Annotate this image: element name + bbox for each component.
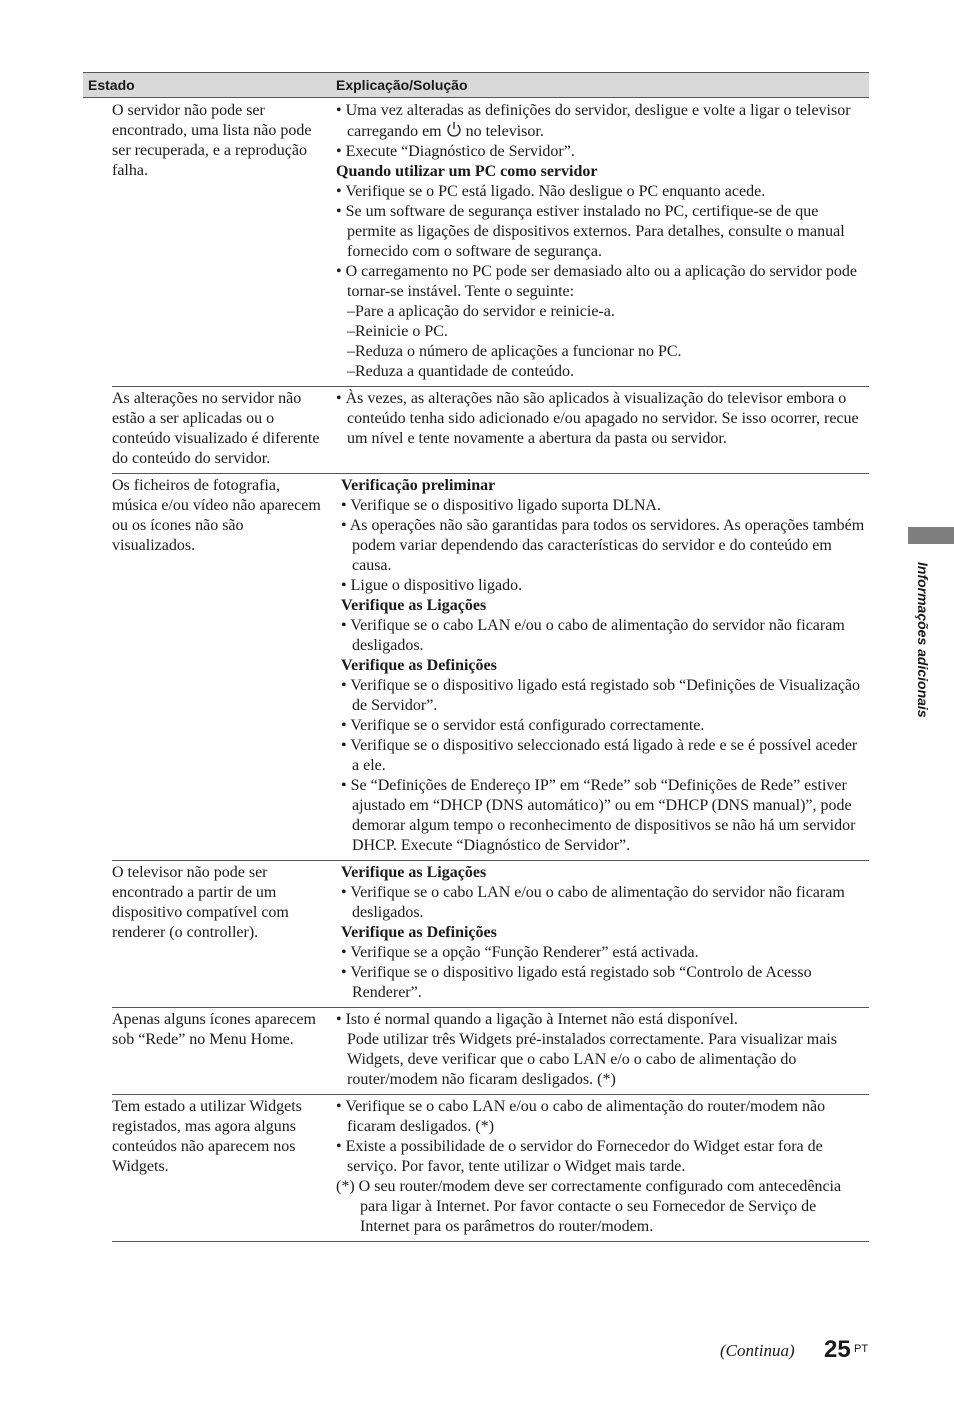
table-row xyxy=(112,474,869,861)
section-heading: Verifique as Definições xyxy=(341,924,497,941)
section-heading: Quando utilizar um PC como servidor xyxy=(336,163,598,180)
bullet-item: • Execute “Diagnóstico de Servidor”. xyxy=(336,143,575,160)
table-row xyxy=(112,1095,869,1242)
estado-cell: Os ficheiros de fotografia, música e/ou vídeo não aparecem ou os ícones não são visualizados. xyxy=(112,477,321,554)
bullet-item: • Às vezes, as alterações não são aplicados à visualização do televisor embora o conteúdo tenha sido adicionado e/ou apagado no servidor. Se isso ocorrer, recue um nível e tente novamente a abertura da pasta ou servidor. xyxy=(336,390,859,447)
bullet-item: • Isto é normal quando a ligação à Internet não está disponível. xyxy=(336,1011,738,1028)
bullet-item: • Verifique se o PC está ligado. Não desligue o PC enquanto acede. xyxy=(336,183,766,200)
estado-cell: O televisor não pode ser encontrado a partir de um dispositivo compatível com renderer (o controller). xyxy=(112,864,289,941)
table-row xyxy=(112,99,869,387)
header-estado: Estado xyxy=(88,77,135,93)
bullet-item: • Se um software de segurança estiver instalado no PC, certifique-se de que permite as ligações de dispositivos externos. Para detalhes, consulte o manual fornecido com o software de segurança. xyxy=(336,203,845,260)
section-heading: Verifique as Ligações xyxy=(341,597,487,614)
dash-item: –Reduza o número de aplicações a funcionar no PC. xyxy=(347,343,682,360)
paragraph: Pode utilizar três Widgets pré-instalados correctamente. Para visualizar mais Widgets, deve verificar que o cabo LAN e/o o cabo de alimentação do router/modem não ficaram desligados. (*) xyxy=(347,1031,837,1088)
table-row xyxy=(112,387,869,474)
table-row xyxy=(112,861,869,1008)
troubleshooting-table xyxy=(112,99,869,1242)
bullet-item: • Verifique se o cabo LAN e/ou o cabo de alimentação do router/modem não ficaram desligados. (*) xyxy=(336,1098,826,1135)
explicacao-cell xyxy=(332,389,865,469)
power-icon xyxy=(446,121,462,137)
bullet-item: • Ligue o dispositivo ligado. xyxy=(341,577,523,594)
section-side-label: Informações adicionais xyxy=(915,562,931,718)
page-number: 25 xyxy=(824,1336,851,1363)
section-heading: Verifique as Definições xyxy=(341,657,497,674)
bullet-item: • Se “Definições de Endereço IP” em “Rede” sob “Definições de Rede” estiver ajustado em “DHCP (DNS automático)” ou em “DHCP (DNS manual)”, pode demorar algum tempo o reconhecimento de dispositivos se não há um servidor DHCP. Execute “Diagnóstico de Servidor”. xyxy=(341,777,856,854)
estado-cell: Tem estado a utilizar Widgets registados, mas agora alguns conteúdos não aparecem nos Widgets. xyxy=(112,1098,302,1175)
explicacao-cell xyxy=(332,1010,865,1090)
bullet-item: • Verifique se o servidor está configurado correctamente. xyxy=(341,717,705,734)
section-tab-marker xyxy=(908,527,954,544)
footnote: (*) O seu router/modem deve ser correctamente configurado com antecedência para ligar à Internet. Por favor contacte o seu Fornecedor de Serviço de Internet para os parâmetros do router/modem. xyxy=(336,1178,842,1235)
estado-cell: As alterações no servidor não estão a ser aplicadas ou o conteúdo visualizado é diferente do conteúdo do servidor. xyxy=(112,390,320,467)
bullet-item: • Verifique se o cabo LAN e/ou o cabo de alimentação do servidor não ficaram desligados. xyxy=(341,617,845,654)
continued-label: (Continua) xyxy=(720,1341,795,1360)
dash-item: –Pare a aplicação do servidor e reinicie-a. xyxy=(347,303,615,320)
explicacao-cell xyxy=(332,101,865,382)
dash-item: –Reinicie o PC. xyxy=(347,323,448,340)
bullet-item: • Verifique se o dispositivo ligado suporta DLNA. xyxy=(341,497,661,514)
explicacao-cell xyxy=(332,863,865,1003)
section-heading: Verifique as Ligações xyxy=(341,864,487,881)
dash-item: –Reduza a quantidade de conteúdo. xyxy=(347,363,575,380)
estado-cell: Apenas alguns ícones aparecem sob “Rede” no Menu Home. xyxy=(112,1011,316,1048)
header-explicacao: Explicação/Solução xyxy=(336,77,468,93)
bullet-item: • Uma vez alteradas as definições do servidor, desligue e volte a ligar o televisor carregando em no televisor. xyxy=(336,102,851,140)
table-header xyxy=(83,72,869,98)
bullet-item: • Verifique se a opção “Função Renderer” está activada. xyxy=(341,944,699,961)
explicacao-cell xyxy=(332,1097,865,1237)
section-heading: Verificação preliminar xyxy=(341,477,496,494)
language-code: PT xyxy=(854,1343,869,1355)
estado-cell: O servidor não pode ser encontrado, uma lista não pode ser recuperada, e a reprodução falha. xyxy=(112,102,312,179)
bullet-item: • Verifique se o cabo LAN e/ou o cabo de alimentação do servidor não ficaram desligados. xyxy=(341,884,845,921)
bullet-item: • Existe a possibilidade de o servidor do Fornecedor do Widget estar fora de serviço. Por favor, tente utilizar o Widget mais tarde. xyxy=(336,1138,823,1175)
bullet-item: • As operações não são garantidas para todos os servidores. As operações também podem variar dependendo das características do servidor e do conteúdo em causa. xyxy=(341,517,865,574)
bullet-item: • Verifique se o dispositivo ligado está registado sob “Controlo de Acesso Renderer”. xyxy=(341,964,812,1001)
bullet-item: • Verifique se o dispositivo ligado está registado sob “Definições de Visualização de Servidor”. xyxy=(341,677,861,714)
table-row xyxy=(112,1008,869,1095)
explicacao-cell xyxy=(332,476,865,856)
bullet-item: • O carregamento no PC pode ser demasiado alto ou a aplicação do servidor pode tornar-se instável. Tente o seguinte: xyxy=(336,263,857,300)
bullet-item: • Verifique se o dispositivo seleccionado está ligado à rede e se é possível aceder a ele. xyxy=(341,737,858,774)
